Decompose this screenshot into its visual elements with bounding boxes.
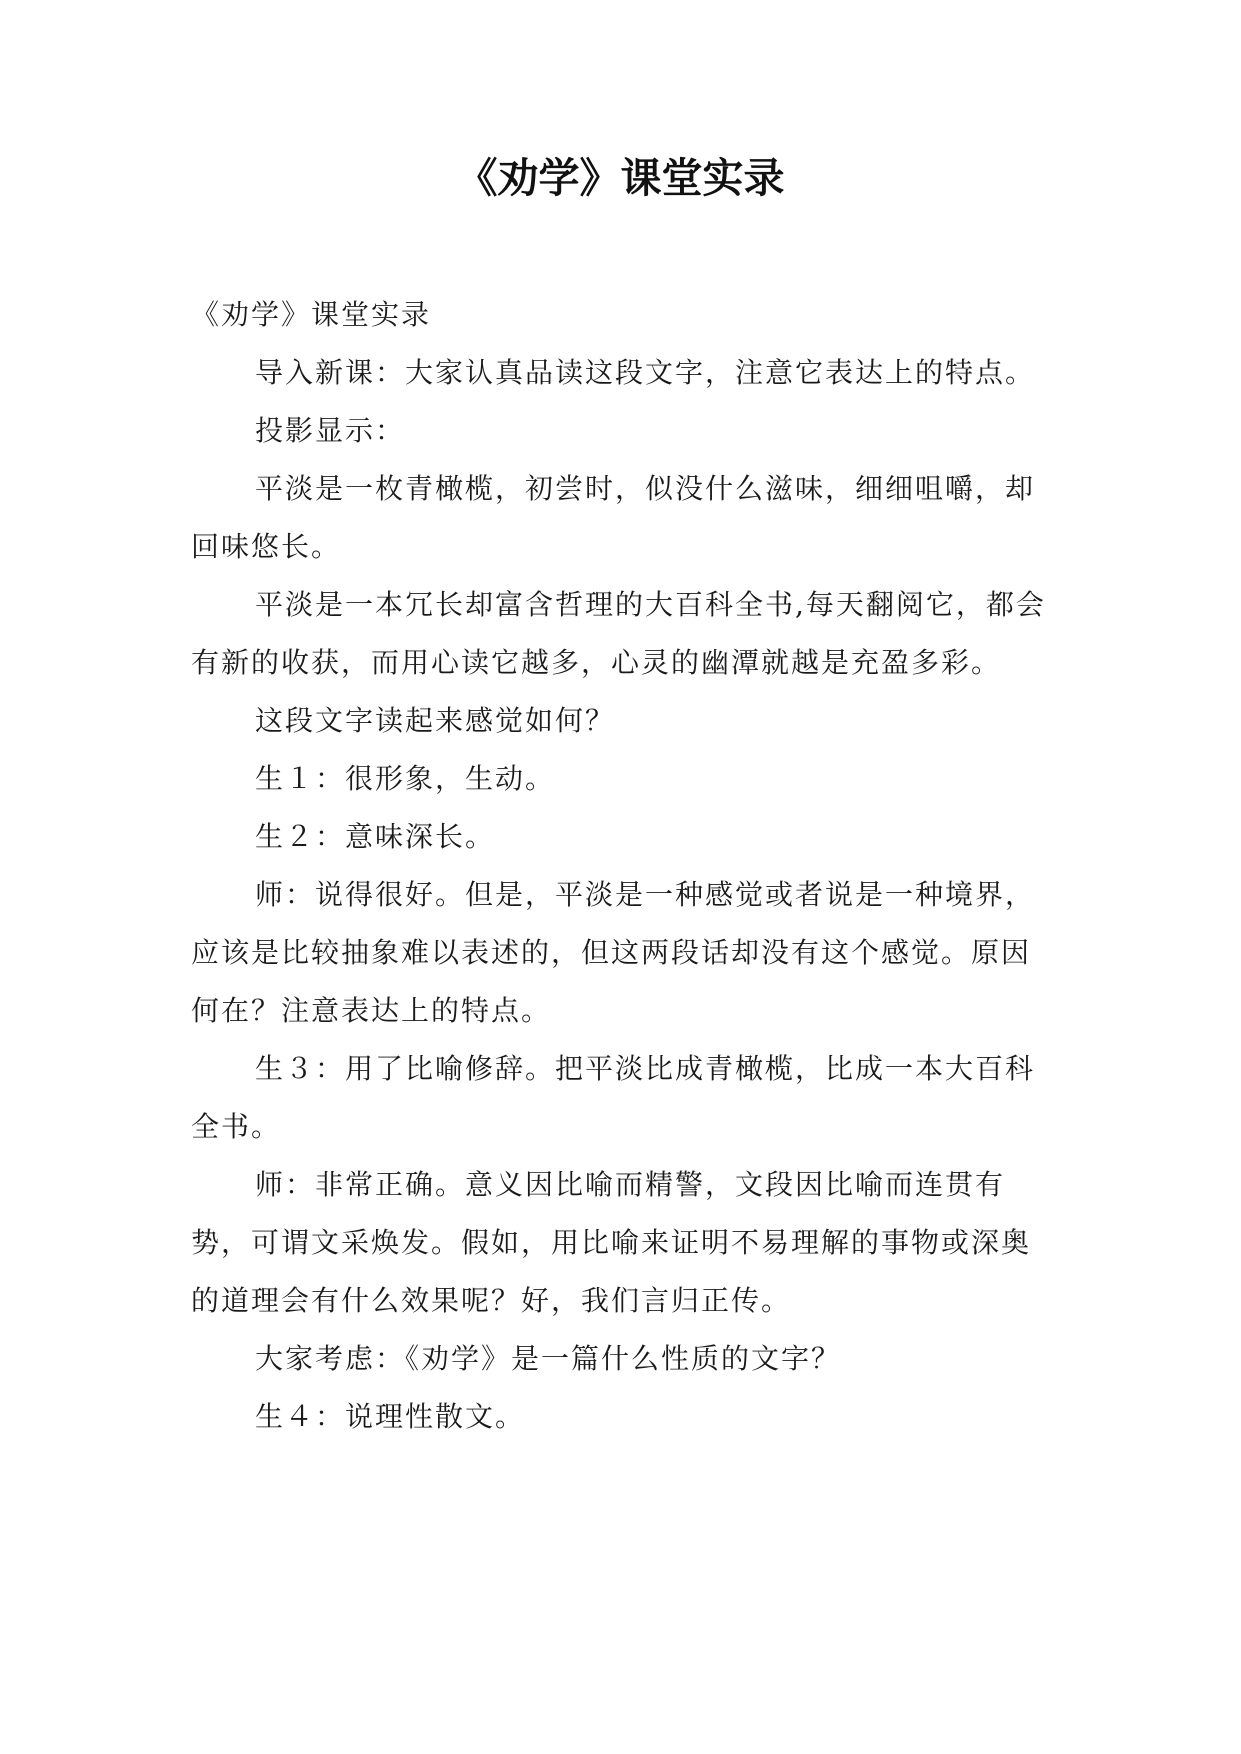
paragraph: 生２：意味深长。: [255, 820, 496, 853]
paragraph: 生１：很形象，生动。: [255, 762, 556, 795]
paragraph: 师：说得很好。但是，平淡是一种感觉或者说是一种境界，应该是比较抽象难以表述的，但这两段话却没有这个感觉。原因何在？注意表达上的特点。: [191, 878, 1036, 1027]
paragraph: 投影显示：: [255, 414, 406, 447]
paragraph: 师：非常正确。意义因比喻而精警，文段因比喻而连贯有势，可谓文采焕发。假如，用比喻来证明不易理解的事物或深奥的道理会有什么效果呢？好，我们言归正传。: [191, 1168, 1032, 1317]
paragraph: 大家考虑：《劝学》是一篇什么性质的文字？: [255, 1342, 842, 1375]
paragraph: 导入新课：大家认真品读这段文字，注意它表达上的特点。: [255, 356, 1036, 389]
paragraph: 这段文字读起来感觉如何？: [255, 704, 616, 737]
paragraph: 生３：用了比喻修辞。把平淡比成青橄榄，比成一本大百科全书。: [191, 1052, 1036, 1143]
document-title: 《劝学》课堂实录: [456, 154, 785, 202]
paragraph: 平淡是一本冗长却富含哲理的大百科全书,每天翻阅它，都会有新的收获，而用心读它越多，心灵的幽潭就越是充盈多彩。: [191, 588, 1046, 679]
paragraph: 生４：说理性散文。: [255, 1400, 526, 1433]
paragraph: 平淡是一枚青橄榄，初尝时，似没什么滋味，细细咀嚼，却回味悠长。: [191, 472, 1036, 563]
paragraph: 《劝学》课堂实录: [191, 298, 432, 331]
document-body: [191, 286, 1051, 1446]
